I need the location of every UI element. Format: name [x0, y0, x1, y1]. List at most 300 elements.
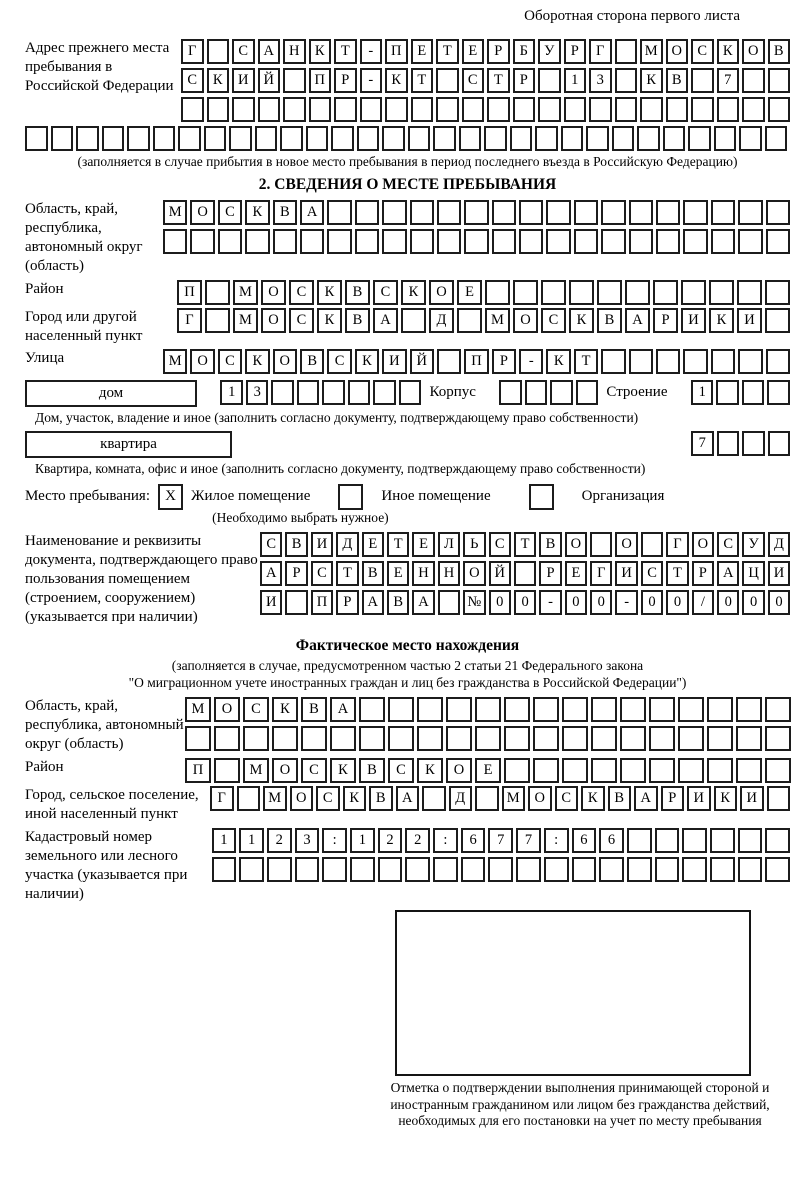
char-box	[205, 280, 230, 305]
char-box	[538, 97, 561, 122]
char-box	[564, 97, 587, 122]
char-box: А	[412, 590, 434, 615]
char-box	[410, 200, 434, 225]
char-box	[382, 200, 406, 225]
char-box	[576, 380, 599, 405]
actual-city-cells	[210, 786, 790, 811]
char-box	[327, 200, 351, 225]
char-box	[765, 726, 791, 751]
char-box: К	[569, 308, 594, 333]
char-box	[258, 97, 281, 122]
char-box: Л	[438, 532, 460, 557]
char-box	[641, 532, 663, 557]
char-box	[707, 726, 733, 751]
char-box: И	[382, 349, 406, 374]
char-box	[190, 229, 214, 254]
char-box	[504, 697, 530, 722]
char-box: М	[185, 697, 211, 722]
actual-district-label: Район	[25, 759, 64, 775]
char-box	[462, 97, 485, 122]
organization-label: Организация	[581, 488, 665, 504]
char-box: Г	[589, 39, 612, 64]
char-box	[207, 39, 230, 64]
char-box	[591, 726, 617, 751]
char-box: К	[343, 786, 367, 811]
char-box: Р	[692, 561, 714, 586]
char-box	[514, 561, 536, 586]
char-box	[711, 349, 735, 374]
char-box	[330, 726, 356, 751]
char-box	[601, 349, 625, 374]
char-box	[691, 97, 714, 122]
char-box	[295, 857, 320, 882]
page-side-note: Оборотная сторона первого листа	[524, 8, 740, 24]
char-box	[487, 97, 510, 122]
previous-address-row-1	[181, 39, 790, 64]
char-box: Т	[436, 39, 459, 64]
char-box	[546, 200, 570, 225]
actual-city-label: Город, сельское поселение, иной населенный пункт	[25, 787, 199, 822]
other-premises-label: Иное помещение	[381, 488, 491, 504]
char-box: О	[666, 39, 689, 64]
char-box	[736, 758, 762, 783]
char-box	[691, 68, 714, 93]
char-box: 7	[717, 68, 740, 93]
char-box: В	[359, 758, 385, 783]
char-box: У	[742, 532, 764, 557]
actual-district-cells	[185, 758, 791, 783]
char-box: М	[233, 308, 258, 333]
char-box: -	[360, 39, 383, 64]
house-number-cells	[220, 380, 421, 405]
char-box	[408, 126, 431, 151]
char-box	[237, 786, 261, 811]
registration-stamp-box	[395, 910, 751, 1076]
char-box: Й	[258, 68, 281, 93]
char-box	[350, 857, 375, 882]
char-box: С	[311, 561, 333, 586]
char-box: Е	[457, 280, 482, 305]
char-box	[357, 126, 380, 151]
char-box	[620, 697, 646, 722]
char-box: К	[309, 39, 332, 64]
char-box: С	[218, 349, 242, 374]
char-box	[627, 857, 652, 882]
char-box	[768, 431, 791, 456]
char-box	[280, 126, 303, 151]
char-box	[682, 828, 707, 853]
char-box: Р	[539, 561, 561, 586]
char-box: Г	[590, 561, 612, 586]
char-box: Е	[387, 561, 409, 586]
char-box: С	[181, 68, 204, 93]
document-rows	[260, 532, 790, 615]
char-box: Е	[565, 561, 587, 586]
char-box	[710, 828, 735, 853]
section2-title: 2. СВЕДЕНИЯ О МЕСТЕ ПРЕБЫВАНИЯ	[258, 175, 557, 193]
char-box	[629, 200, 653, 225]
korpus-label: Корпус	[429, 383, 476, 400]
char-box: 0	[717, 590, 739, 615]
char-box	[640, 97, 663, 122]
char-box: В	[362, 561, 384, 586]
char-box: О	[742, 39, 765, 64]
char-box: Е	[475, 758, 501, 783]
previous-address-row-3	[181, 97, 790, 122]
char-box	[589, 97, 612, 122]
char-box: 2	[378, 828, 403, 853]
char-box	[504, 726, 530, 751]
char-box	[525, 380, 548, 405]
char-box: К	[640, 68, 663, 93]
region-rows	[163, 200, 790, 254]
char-box	[716, 380, 739, 405]
document-row-1	[260, 532, 790, 557]
char-box: И	[687, 786, 711, 811]
apartment-cells	[691, 431, 790, 456]
char-box	[768, 97, 791, 122]
char-box: А	[625, 308, 650, 333]
char-box: Е	[411, 39, 434, 64]
char-box	[327, 229, 351, 254]
char-box	[765, 308, 790, 333]
char-box	[437, 349, 461, 374]
residential-checkbox: X	[158, 484, 183, 510]
char-box: А	[300, 200, 324, 225]
char-box: М	[640, 39, 663, 64]
char-box	[663, 126, 686, 151]
char-box	[459, 126, 482, 151]
char-box	[348, 380, 371, 405]
char-box: К	[330, 758, 356, 783]
char-box	[683, 349, 707, 374]
char-box	[569, 280, 594, 305]
char-box	[765, 126, 788, 151]
char-box	[615, 39, 638, 64]
char-box: 7	[691, 431, 714, 456]
char-box: 3	[295, 828, 320, 853]
char-box	[765, 697, 791, 722]
char-box	[649, 697, 675, 722]
char-box: Р	[661, 786, 685, 811]
char-box	[738, 229, 762, 254]
char-box	[485, 280, 510, 305]
char-box: Г	[666, 532, 688, 557]
char-box: К	[207, 68, 230, 93]
char-box: А	[330, 697, 356, 722]
apartment-row	[25, 431, 790, 458]
char-box	[401, 308, 426, 333]
district-row	[25, 280, 790, 305]
char-box	[360, 97, 383, 122]
char-box: В	[345, 280, 370, 305]
char-box	[656, 349, 680, 374]
char-box: А	[260, 561, 282, 586]
char-box	[561, 126, 584, 151]
char-box	[513, 280, 538, 305]
char-box: :	[544, 828, 569, 853]
char-box: М	[485, 308, 510, 333]
document-block	[25, 532, 790, 627]
char-box: Н	[412, 561, 434, 586]
char-box: К	[317, 280, 342, 305]
char-box: Т	[411, 68, 434, 93]
city-cells	[177, 308, 790, 333]
char-box	[504, 758, 530, 783]
char-box: К	[272, 697, 298, 722]
char-box	[765, 280, 790, 305]
char-box: -	[360, 68, 383, 93]
char-box	[742, 431, 765, 456]
char-box	[714, 126, 737, 151]
char-box: 1	[691, 380, 714, 405]
char-box: С	[260, 532, 282, 557]
char-box	[533, 697, 559, 722]
char-box	[625, 280, 650, 305]
char-box: С	[717, 532, 739, 557]
cadastral-row-2	[212, 857, 790, 882]
char-box	[300, 229, 324, 254]
char-box	[359, 726, 385, 751]
char-box: С	[327, 349, 351, 374]
char-box: Т	[514, 532, 536, 557]
actual-district-row	[25, 758, 790, 783]
organization-checkbox	[529, 484, 554, 510]
char-box: Е	[462, 39, 485, 64]
stroenie-label: Строение	[606, 383, 668, 400]
char-box: Н	[438, 561, 460, 586]
char-box	[181, 97, 204, 122]
char-box: И	[615, 561, 637, 586]
apartment-caption: Квартира, комната, офис и иное (заполнить согласно документу, подтверждающему право собственности)	[35, 461, 646, 476]
char-box: А	[362, 590, 384, 615]
char-box	[738, 200, 762, 225]
char-box	[742, 97, 765, 122]
char-box: Е	[362, 532, 384, 557]
char-box	[214, 726, 240, 751]
char-box	[629, 349, 653, 374]
char-box	[461, 857, 486, 882]
char-box	[765, 828, 790, 853]
char-box: 6	[572, 828, 597, 853]
char-box: Й	[410, 349, 434, 374]
document-row-3	[260, 590, 790, 615]
previous-address-caption: (заполняется в случае прибытия в новое место пребывания в период последнего въезда в Российскую Федерацию)	[77, 154, 738, 169]
char-box	[388, 697, 414, 722]
char-box	[711, 200, 735, 225]
char-box	[163, 229, 187, 254]
char-box	[218, 229, 242, 254]
char-box: В	[608, 786, 632, 811]
char-box: О	[692, 532, 714, 557]
char-box	[709, 280, 734, 305]
char-box	[232, 97, 255, 122]
char-box: И	[681, 308, 706, 333]
char-box	[765, 758, 791, 783]
char-box: О	[273, 349, 297, 374]
char-box	[550, 380, 573, 405]
char-box: 7	[488, 828, 513, 853]
registration-stamp-caption: Отметка о подтверждении выполнения принимающей стороной и иностранным гражданином или лицом без гражданства действий, необходимых для его постановки на учет по месту пребывания	[390, 1080, 770, 1128]
char-box	[388, 726, 414, 751]
char-box	[484, 126, 507, 151]
char-box	[533, 758, 559, 783]
char-box: А	[373, 308, 398, 333]
char-box	[655, 828, 680, 853]
char-box	[717, 431, 740, 456]
stay-type-hint: (Необходимо выбрать нужное)	[212, 509, 389, 525]
char-box	[629, 229, 653, 254]
char-box	[601, 229, 625, 254]
char-box	[322, 380, 345, 405]
char-box	[738, 857, 763, 882]
stay-type-row	[25, 484, 790, 510]
char-box	[306, 126, 329, 151]
char-box	[649, 758, 675, 783]
char-box	[533, 726, 559, 751]
char-box: 0	[565, 590, 587, 615]
char-box	[510, 126, 533, 151]
char-box: В	[285, 532, 307, 557]
char-box	[283, 97, 306, 122]
char-box: Д	[768, 532, 790, 557]
char-box	[102, 126, 125, 151]
char-box: С	[301, 758, 327, 783]
char-box: П	[464, 349, 488, 374]
char-box	[178, 126, 201, 151]
char-box: -	[539, 590, 561, 615]
char-box: С	[373, 280, 398, 305]
previous-address-label: Адрес прежнего места пребывания в Российской Федерации	[25, 40, 174, 94]
char-box: Д	[429, 308, 454, 333]
char-box	[359, 697, 385, 722]
char-box	[541, 280, 566, 305]
char-box	[272, 726, 298, 751]
char-box: О	[272, 758, 298, 783]
char-box: Р	[564, 39, 587, 64]
previous-address-block	[25, 39, 790, 122]
char-box: Т	[487, 68, 510, 93]
char-box: :	[433, 828, 458, 853]
char-box	[615, 97, 638, 122]
char-box	[591, 758, 617, 783]
char-box: С	[388, 758, 414, 783]
char-box: К	[355, 349, 379, 374]
char-box: 0	[742, 590, 764, 615]
char-box: И	[311, 532, 333, 557]
char-box	[382, 229, 406, 254]
char-box	[738, 828, 763, 853]
char-box	[433, 126, 456, 151]
char-box: О	[290, 786, 314, 811]
char-box: К	[417, 758, 443, 783]
char-box	[544, 857, 569, 882]
char-box: Г	[210, 786, 234, 811]
char-box: О	[565, 532, 587, 557]
char-box: С	[691, 39, 714, 64]
char-box	[457, 308, 482, 333]
char-box	[615, 68, 638, 93]
char-box	[739, 126, 762, 151]
char-box	[766, 349, 790, 374]
char-box: 0	[514, 590, 536, 615]
char-box: В	[301, 697, 327, 722]
char-box: 1	[220, 380, 243, 405]
char-box: №	[463, 590, 485, 615]
char-box	[572, 857, 597, 882]
char-box: В	[369, 786, 393, 811]
char-box	[620, 758, 646, 783]
char-box: С	[462, 68, 485, 93]
char-box: М	[163, 200, 187, 225]
char-box	[436, 68, 459, 93]
char-box	[683, 200, 707, 225]
char-box: В	[539, 532, 561, 557]
char-box	[767, 786, 791, 811]
char-box	[417, 697, 443, 722]
char-box	[601, 200, 625, 225]
char-box: К	[546, 349, 570, 374]
region-row-2	[163, 229, 790, 254]
char-box	[76, 126, 99, 151]
char-box: О	[190, 200, 214, 225]
street-cells	[163, 349, 790, 374]
char-box	[492, 229, 516, 254]
actual-region-row	[25, 697, 790, 754]
char-box	[207, 97, 230, 122]
char-box	[309, 97, 332, 122]
char-box: И	[740, 786, 764, 811]
char-box	[710, 857, 735, 882]
char-box	[562, 758, 588, 783]
char-box: 1	[350, 828, 375, 853]
char-box: А	[634, 786, 658, 811]
char-box: Б	[513, 39, 536, 64]
char-box: Й	[489, 561, 511, 586]
char-box	[637, 126, 660, 151]
char-box: О	[261, 280, 286, 305]
street-row	[25, 349, 790, 374]
char-box: К	[709, 308, 734, 333]
char-box	[590, 532, 612, 557]
char-box	[535, 126, 558, 151]
char-box: 1	[212, 828, 237, 853]
char-box	[433, 857, 458, 882]
char-box	[767, 380, 790, 405]
char-box: Т	[334, 39, 357, 64]
char-box: М	[502, 786, 526, 811]
char-box: 0	[489, 590, 511, 615]
char-box: Р	[285, 561, 307, 586]
char-box	[153, 126, 176, 151]
char-box	[475, 786, 499, 811]
street-label: Улица	[25, 349, 65, 366]
char-box	[519, 229, 543, 254]
char-box: К	[385, 68, 408, 93]
char-box	[422, 786, 446, 811]
char-box	[516, 857, 541, 882]
char-box	[437, 229, 461, 254]
char-box: О	[190, 349, 214, 374]
char-box	[742, 68, 765, 93]
char-box: Ь	[463, 532, 485, 557]
apartment-type-box: квартира	[25, 431, 232, 458]
char-box	[25, 126, 48, 151]
char-box: О	[513, 308, 538, 333]
char-box: П	[185, 758, 211, 783]
residential-label: Жилое помещение	[191, 488, 311, 504]
char-box	[475, 697, 501, 722]
